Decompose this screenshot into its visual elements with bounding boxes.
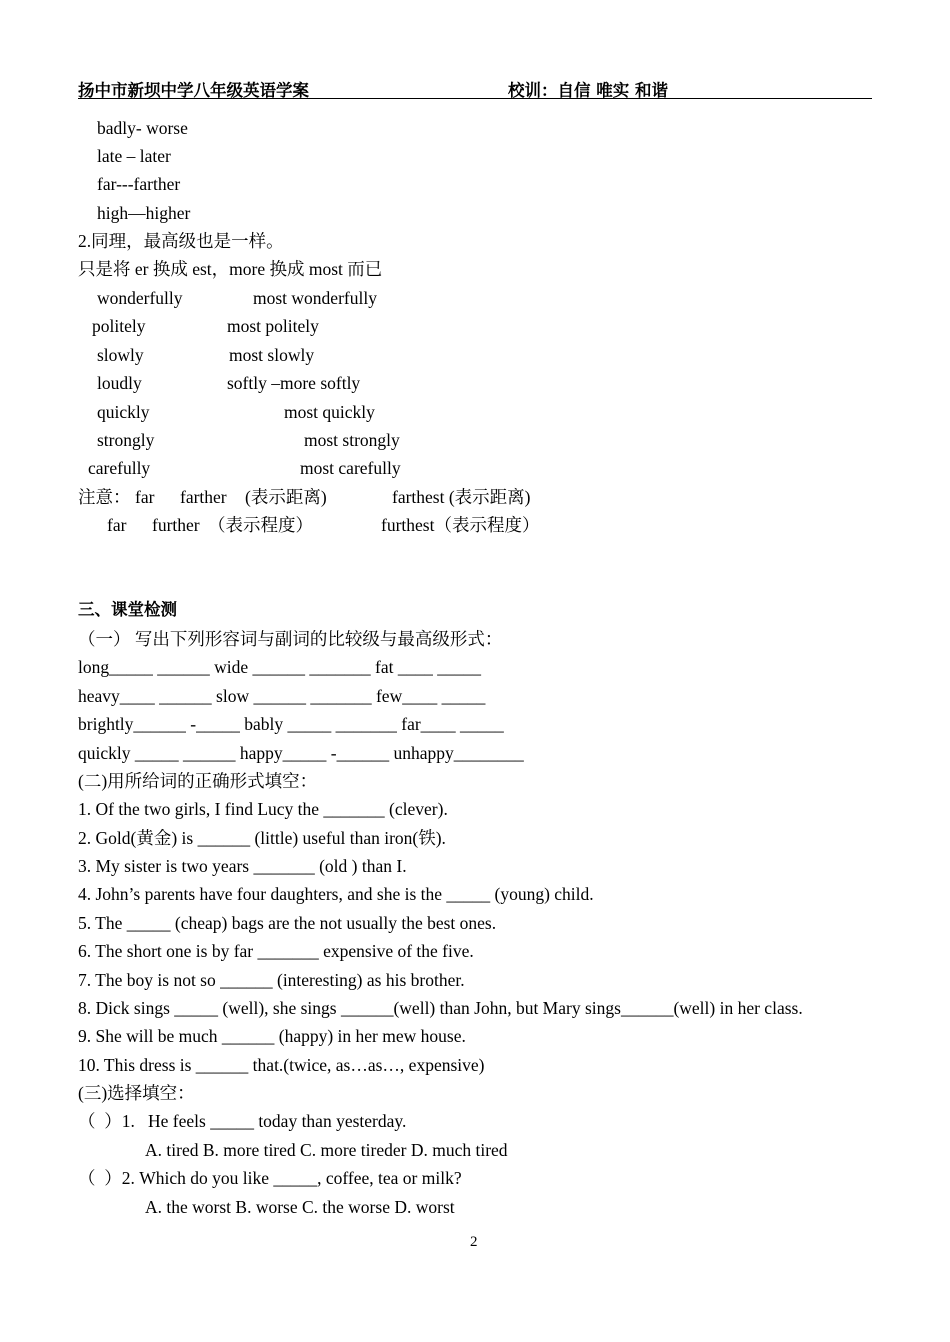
exercise-line: heavy____ ______ slow ______ _______ few____ _____ [78, 686, 486, 706]
attention-label: 注意： [78, 487, 131, 507]
question-line: （ ）2. Which do you like _____, coffee, tea or milk? [78, 1168, 462, 1188]
base-form: quickly [97, 402, 150, 422]
exercise-line: long_____ ______ wide ______ _______ fat ____ _____ [78, 657, 481, 677]
exercise-line: brightly______ -_____ bably _____ _______ far____ _____ [78, 714, 504, 734]
superlative-form: most slowly [229, 345, 315, 365]
attention-note: (表示距离) [245, 487, 327, 507]
page-number: 2 [470, 1234, 478, 1250]
base-form: strongly [97, 430, 155, 450]
options-line: A. tired B. more tired C. more tireder D. much tired [145, 1140, 508, 1160]
comparative-pair: far---farther [97, 174, 181, 194]
base-form: loudly [97, 373, 142, 393]
base-form: slowly [97, 345, 144, 365]
options-line: A. the worst B. worse C. the worse D. worst [145, 1197, 455, 1217]
exercise-line: 2. Gold(黄金) is ______ (little) useful than iron(铁). [78, 828, 446, 848]
superlative-form: most strongly [304, 430, 400, 450]
exercise-line: 5. The _____ (cheap) bags are the not usually the best ones. [78, 913, 497, 933]
part-title: (二)用所给词的正确形式填空： [78, 771, 318, 791]
comparative-pair: high—higher [97, 203, 191, 223]
note-line: 2.同理，最高级也是一样。 [78, 231, 284, 251]
attention-word: farther [180, 487, 227, 507]
exercise-line: quickly _____ ______ happy_____ -______ unhappy________ [78, 743, 524, 763]
comparative-pair: late – later [97, 146, 171, 166]
superlative-form: softly –more softly [227, 373, 361, 393]
exercise-line: 7. The boy is not so ______ (interesting) as his brother. [78, 970, 465, 990]
exercise-line: 6. The short one is by far _______ expensive of the five. [78, 941, 474, 961]
exercise-line: 10. This dress is ______ that.(twice, as…as…, expensive) [78, 1055, 485, 1075]
page-header [78, 76, 872, 99]
school-motto: 校训：自信 唯实 和谐 [508, 81, 668, 100]
attention-word: furthest（表示程度） [381, 515, 540, 535]
superlative-form: most carefully [300, 458, 401, 478]
base-form: carefully [88, 458, 151, 478]
section-title: 三、课堂检测 [78, 600, 177, 619]
base-form: politely [92, 316, 146, 336]
school-title: 扬中市新坝中学八年级英语学案 [78, 81, 309, 100]
exercise-line: 8. Dick sings _____ (well), she sings ______(well) than John, but Mary sings______(well) in her class. [78, 998, 803, 1018]
comparative-pair: badly- worse [97, 118, 188, 138]
attention-note: （表示程度） [208, 515, 313, 535]
superlative-form: most quickly [284, 402, 375, 422]
note-line: 只是将 er 换成 est，more 换成 most 而已 [78, 259, 383, 279]
attention-word: further [152, 515, 200, 535]
part-title: （一） 写出下列形容词与副词的比较级与最高级形式： [78, 629, 503, 649]
exercise-line: 4. John’s parents have four daughters, and she is the _____ (young) child. [78, 884, 594, 904]
base-form: wonderfully [97, 288, 183, 308]
exercise-line: 9. She will be much ______ (happy) in her mew house. [78, 1026, 466, 1046]
attention-word: farthest (表示距离) [392, 487, 531, 507]
attention-word: far [107, 515, 127, 535]
superlative-form: most wonderfully [253, 288, 377, 308]
question-line: （ ）1. He feels _____ today than yesterday. [78, 1111, 407, 1131]
attention-word: far [135, 487, 155, 507]
exercise-line: 3. My sister is two years _______ (old ) than I. [78, 856, 407, 876]
exercise-line: 1. Of the two girls, I find Lucy the _______ (clever). [78, 799, 448, 819]
part-title: (三)选择填空： [78, 1083, 195, 1103]
superlative-form: most politely [227, 316, 319, 336]
